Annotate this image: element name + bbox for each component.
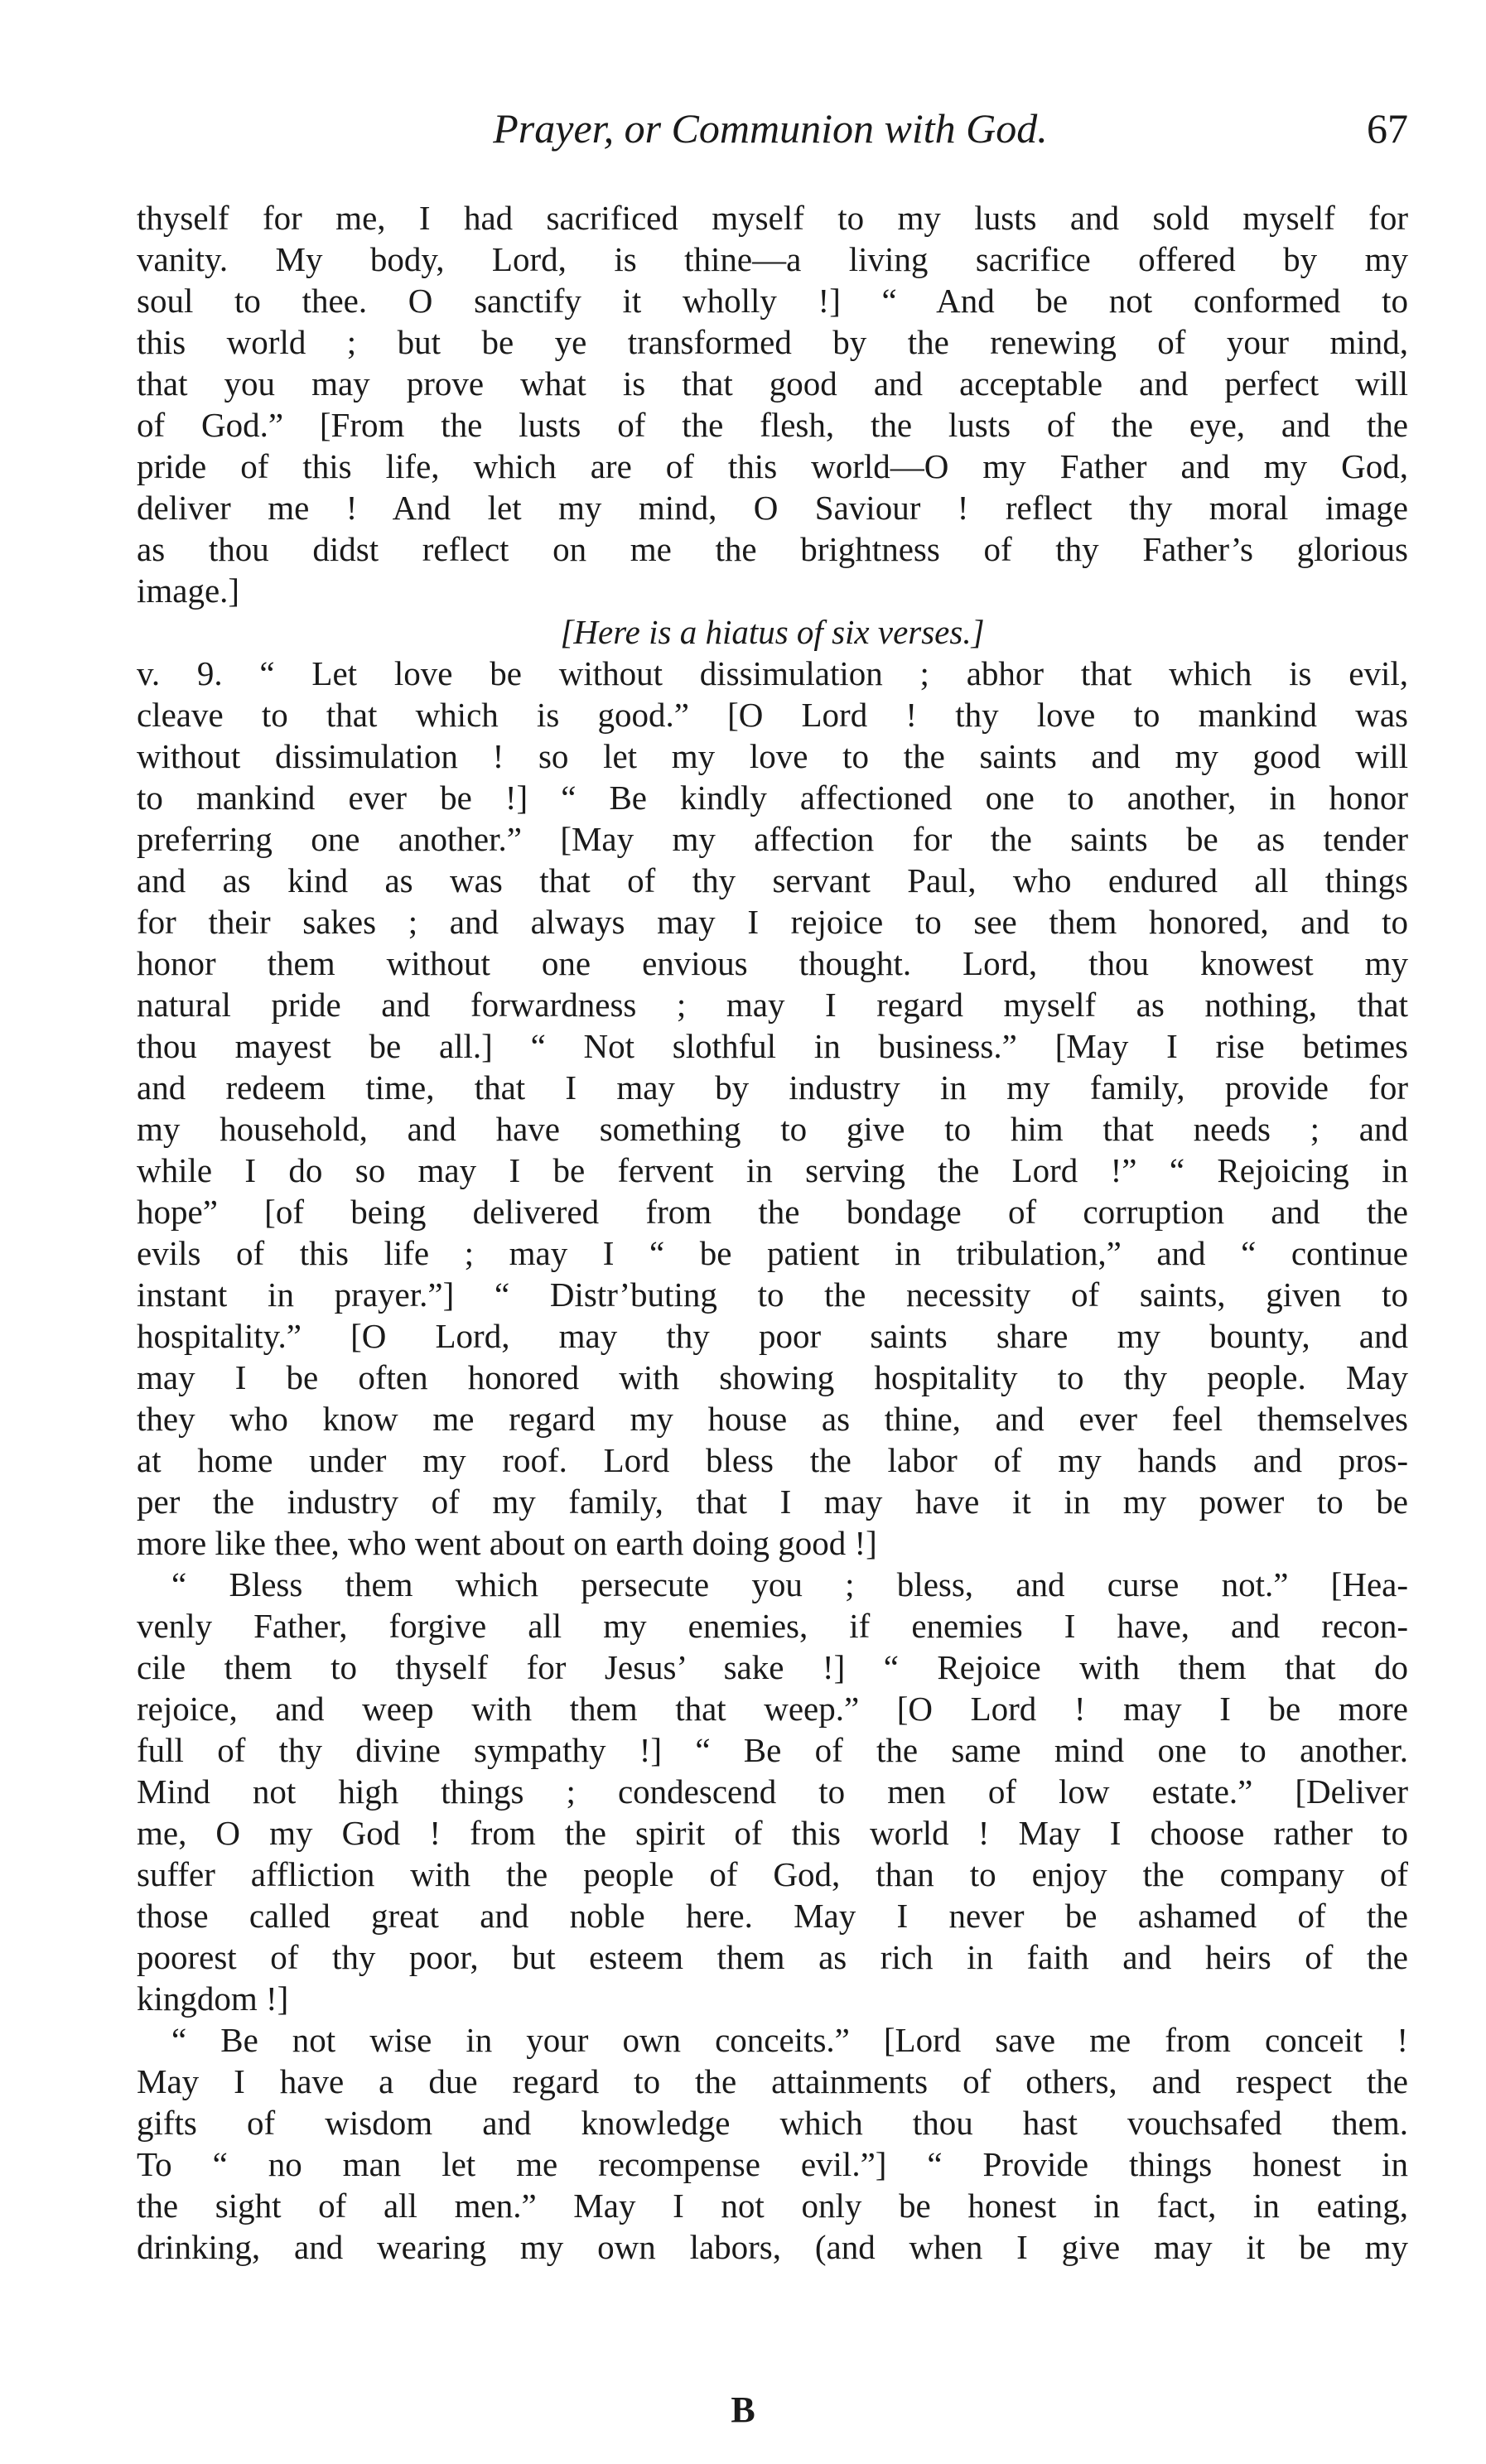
text-line: full of thy divine sympathy !] “ Be of the same mind one to another. [137, 1731, 1408, 1769]
text-line: while I do so may I be fervent in serving the Lord !” “ Rejoicing in [137, 1151, 1408, 1189]
text-line: at home under my roof. Lord bless the labor of my hands and pros- [137, 1441, 1408, 1479]
text-line: natural pride and forwardness ; may I regard myself as nothing, that [137, 986, 1408, 1024]
text-line: cile them to thyself for Jesus’ sake !] “ Rejoice with them that do [137, 1648, 1408, 1686]
text-line: kingdom !] [137, 1979, 289, 2018]
text-line: image.] [137, 571, 240, 610]
text-line: the sight of all men.” May I not only be honest in fact, in eating, [137, 2187, 1408, 2225]
text-line: To “ no man let me recompense evil.”] “ Provide things honest in [137, 2145, 1408, 2183]
text-line: those called great and noble here. May I never be ashamed of the [137, 1897, 1408, 1935]
text-line: without dissimulation ! so let my love to the saints and my good will [137, 737, 1408, 775]
text-line: to mankind ever be !] “ Be kindly affectioned one to another, in honor [137, 779, 1408, 817]
text-line: thou mayest be all.] “ Not slothful in business.” [May I rise betimes [137, 1027, 1408, 1065]
text-line: hospitality.” [O Lord, may thy poor saints share my bounty, and [137, 1317, 1408, 1355]
text-line: and as kind as was that of thy servant Paul, who endured all things [137, 861, 1408, 899]
page-number: 67 [1367, 105, 1408, 152]
text-line: cleave to that which is good.” [O Lord ! thy love to mankind was [137, 696, 1408, 734]
signature-mark: B [731, 2389, 755, 2430]
text-line: drinking, and wearing my own labors, (and when I give may it be my [137, 2228, 1408, 2266]
text-line: Mind not high things ; condescend to men of low estate.” [Deliver [137, 1772, 1408, 1811]
text-line: [Here is a hiatus of six verses.] [560, 613, 985, 651]
text-line: and redeem time, that I may by industry in my family, provide for [137, 1068, 1408, 1107]
text-line: deliver me ! And let my mind, O Saviour ! reflect thy moral image [137, 489, 1408, 527]
text-line: more like thee, who went about on earth doing good !] [137, 1524, 877, 1562]
text-line: instant in prayer.”] “ Distr’buting to the necessity of saints, given to [137, 1275, 1408, 1314]
text-line: this world ; but be ye transformed by the renewing of your mind, [137, 323, 1408, 361]
text-line: poorest of thy poor, but esteem them as rich in faith and heirs of the [137, 1938, 1408, 1976]
text-line: per the industry of my family, that I may have it in my power to be [137, 1483, 1408, 1521]
text-line: soul to thee. O sanctify it wholly !] “ And be not conformed to [137, 282, 1408, 320]
text-line: they who know me regard my house as thine, and ever feel themselves [137, 1400, 1408, 1438]
text-line: my household, and have something to give to him that needs ; and [137, 1110, 1408, 1148]
text-line: v. 9. “ Let love be without dissimulation ; abhor that which is evil, [137, 654, 1408, 692]
text-line: of God.” [From the lusts of the flesh, the lusts of the eye, and the [137, 406, 1408, 444]
text-line: suffer affliction with the people of God, than to enjoy the company of [137, 1855, 1408, 1893]
text-line: thyself for me, I had sacrificed myself to my lusts and sold myself for [137, 199, 1408, 237]
text-line: that you may prove what is that good and acceptable and perfect will [137, 364, 1408, 403]
text-line: gifts of wisdom and knowledge which thou hast vouchsafed them. [137, 2104, 1408, 2142]
text-line: venly Father, forgive all my enemies, if enemies I have, and recon- [137, 1607, 1408, 1645]
text-line: May I have a due regard to the attainments of others, and respect the [137, 2062, 1408, 2100]
running-head [133, 99, 1408, 157]
text-line: as thou didst reflect on me the brightness of thy Father’s glorious [137, 530, 1408, 568]
text-line: pride of this life, which are of this world—O my Father and my God, [137, 447, 1408, 485]
text-line: rejoice, and weep with them that weep.” [O Lord ! may I be more [137, 1690, 1408, 1728]
text-line: me, O my God ! from the spirit of this world ! May I choose rather to [137, 1814, 1408, 1852]
text-line: vanity. My body, Lord, is thine—a living sacrifice offered by my [137, 240, 1408, 278]
text-line: for their sakes ; and always may I rejoice to see them honored, and to [137, 903, 1408, 941]
text-line: “ Bless them which persecute you ; bless, and curse not.” [Hea- [171, 1565, 1408, 1603]
text-line: honor them without one envious thought. Lord, thou knowest my [137, 944, 1408, 982]
text-line: “ Be not wise in your own conceits.” [Lord save me from conceit ! [171, 2021, 1408, 2059]
text-line: evils of this life ; may I “ be patient in tribulation,” and “ continue [137, 1234, 1408, 1272]
body-text [137, 197, 1408, 2268]
text-line: may I be often honored with showing hospitality to thy people. May [137, 1358, 1408, 1396]
text-line: hope” [of being delivered from the bondage of corruption and the [137, 1193, 1408, 1231]
running-title: Prayer, or Communion with God. [493, 105, 1048, 152]
text-line: preferring one another.” [May my affection for the saints be as tender [137, 820, 1408, 858]
